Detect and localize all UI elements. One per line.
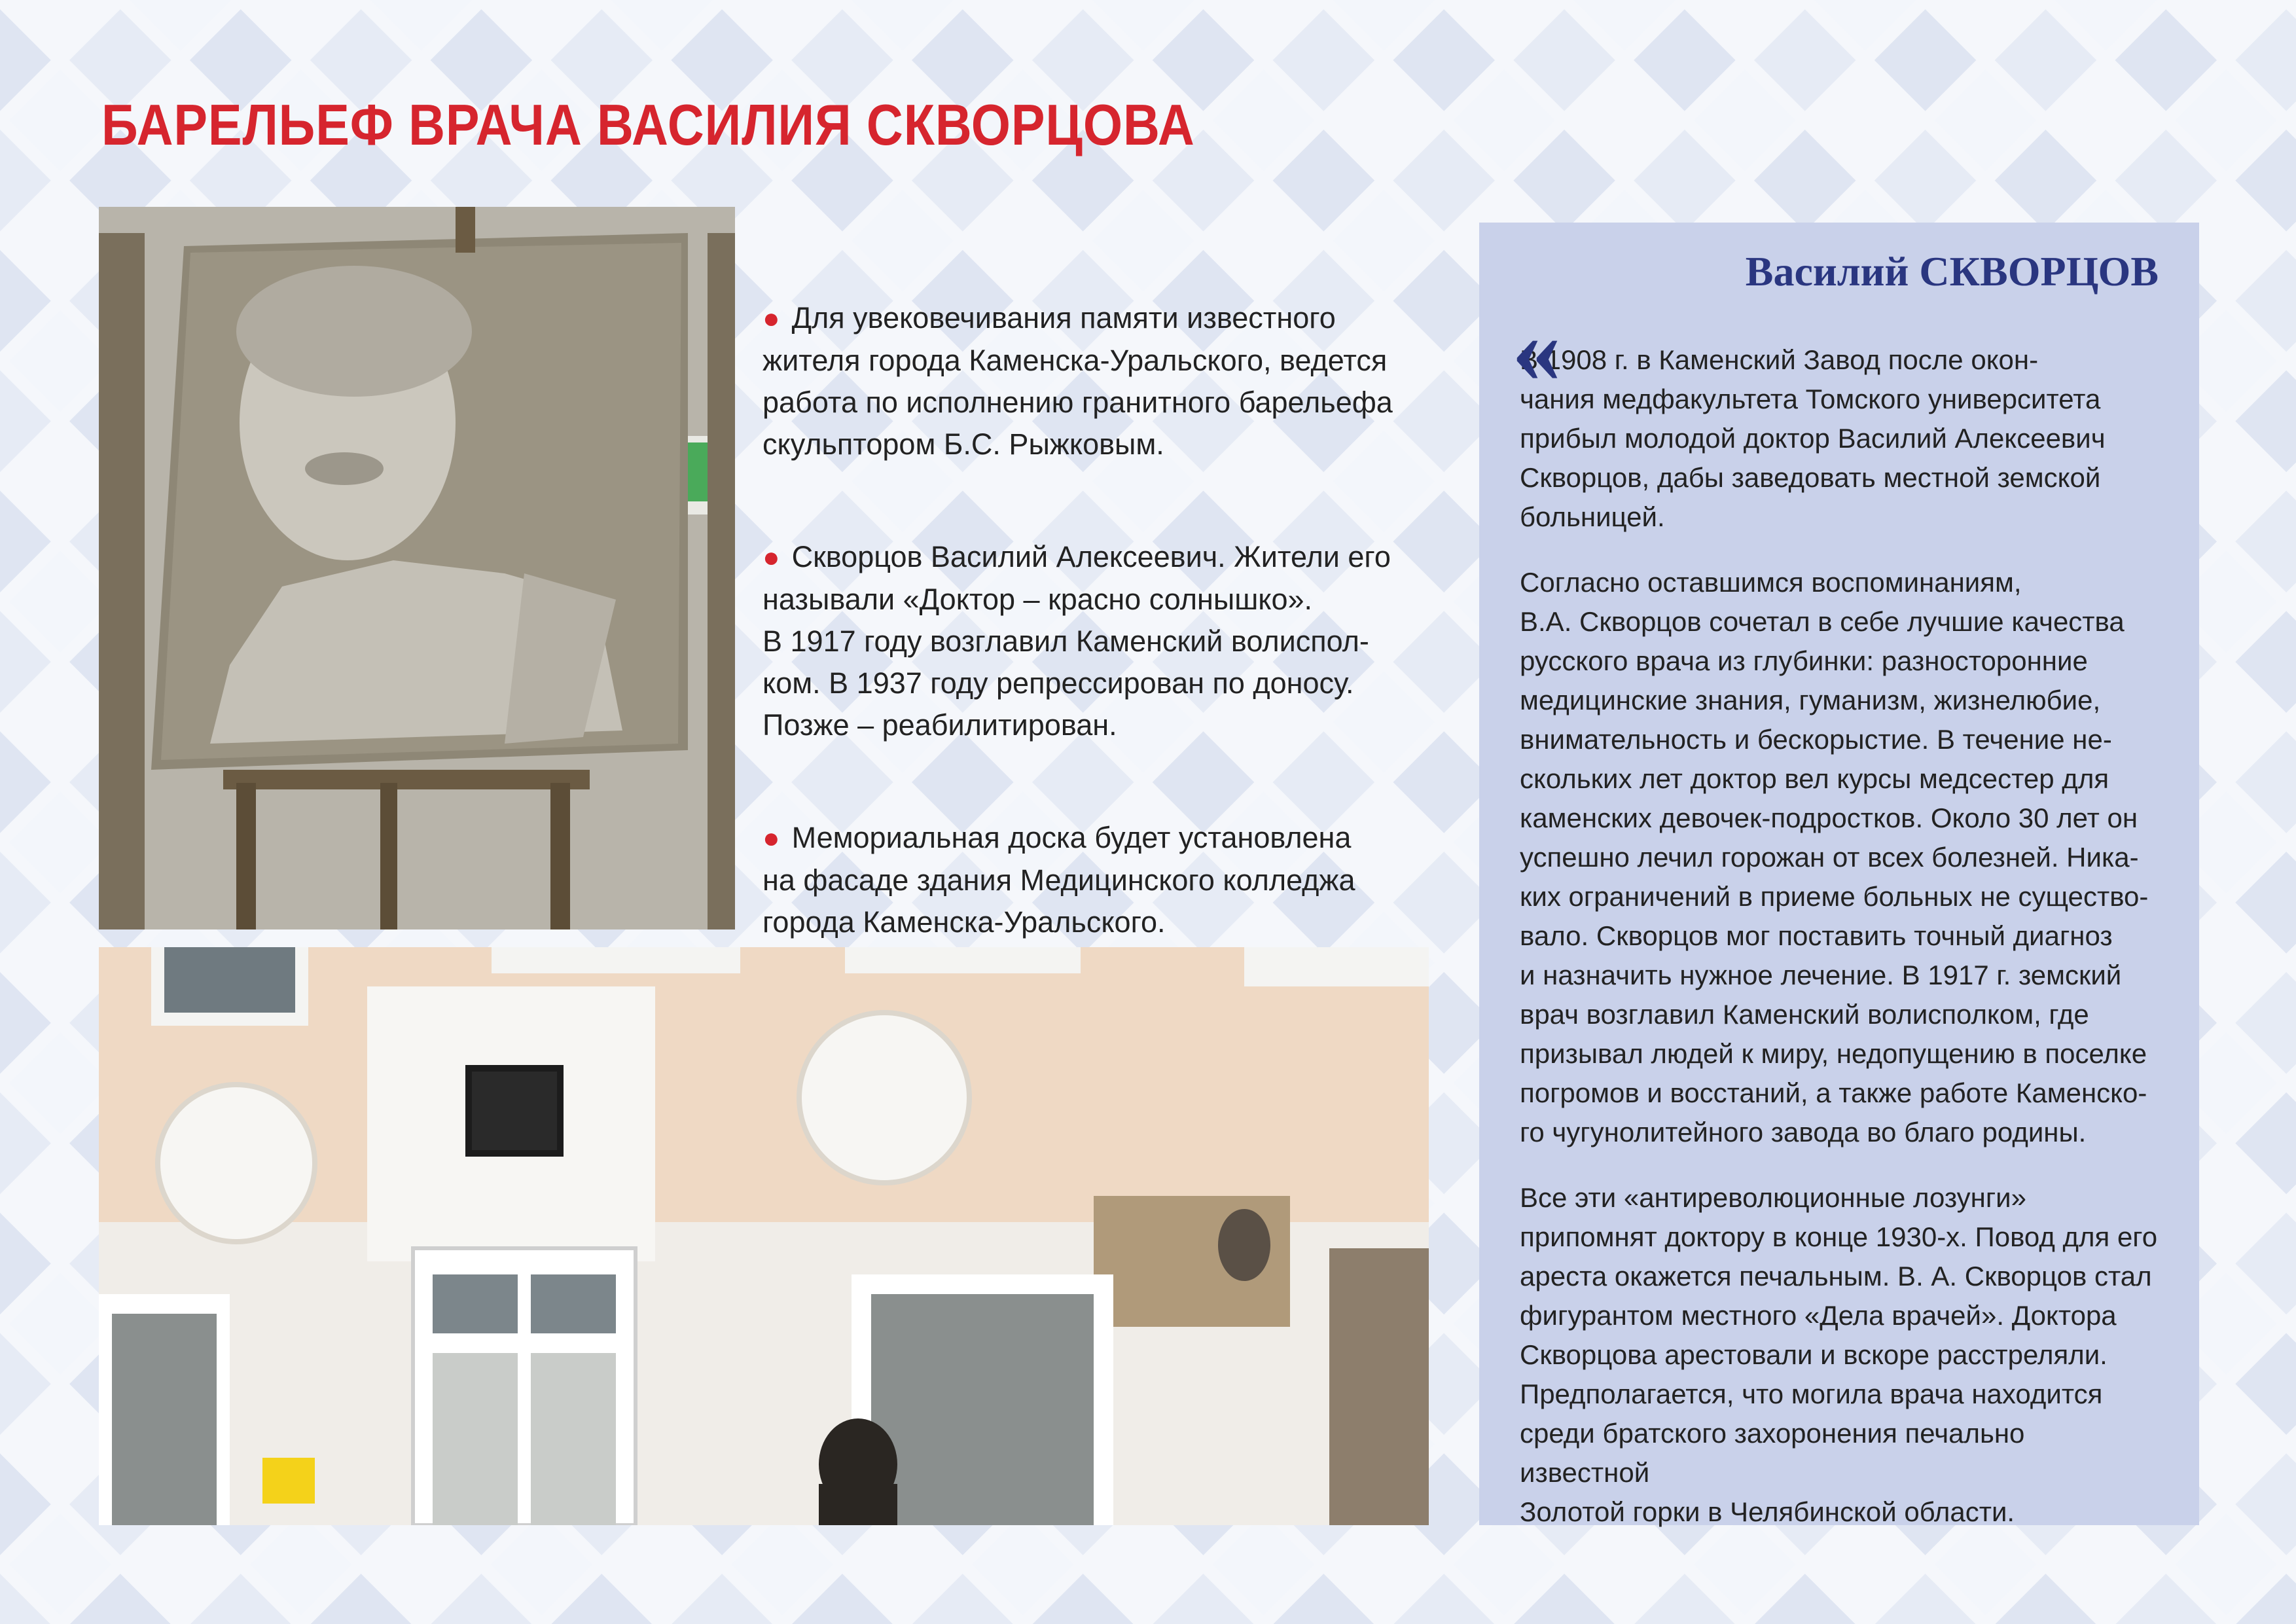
quote-mark-icon: « bbox=[1512, 295, 1561, 403]
bullet-text: Мемориальная доска будет установлена на фасаде здания Медицинского колледжа города Каменска-Уральского. bbox=[762, 821, 1355, 939]
bullet-item bbox=[762, 255, 1443, 465]
bullet-dot-icon: ● bbox=[762, 822, 780, 854]
bullet-list bbox=[762, 255, 1443, 972]
page-title: БАРЕЛЬЕФ ВРАЧА ВАСИЛИЯ СКВОРЦОВА bbox=[101, 92, 1195, 157]
bio-paragraph: Согласно оставшимся воспоминаниям, В.А. Скворцов сочетал в себе лучшие качества русского врача из глубинки: разносторонние медицинские знания, гуманизм, жизнелюбие, внимательность и бескорыстие. В течение не- скольких лет доктор вел курсы медсестер для каменских девочек-подростков. Около 30 лет он успешно лечил горожан от всех болезней. Ника- ких ограничений в приеме больных не существо- вало. Скворцов мог поставить точный диагноз и назначить нужное лечение. В 1917 г. земский врач возглавил Каменский волисполком, где призывал людей к миру, недопущению в поселке погромов и восстаний, а также работе Каменско- го чугунолитейного завода во благо родины. bbox=[1520, 567, 2149, 1147]
bio-name: Василий СКВОРЦОВ bbox=[1745, 248, 2159, 295]
bullet-item bbox=[762, 775, 1443, 943]
bullet-dot-icon: ● bbox=[762, 302, 780, 334]
bio-paragraph: Все эти «антиреволюционные лозунги» припомнят доктору в конце 1930-х. Повод для его ареста окажется печальным. В. А. Скворцов стал фигурантом местного «Дела врачей». Доктора Скворцова арестовали и вскоре расстреляли. Предполагается, что могила врача находится среди братского захоронения печально известной Золотой горки в Челябинской области. bbox=[1520, 1182, 2158, 1527]
college-facade-photo bbox=[99, 947, 1429, 1525]
bas-relief-photo bbox=[99, 207, 735, 929]
bullet-text: Скворцов Василий Алексеевич. Жители его называли «Доктор – красно солнышко». В 1917 году возглавил Каменский волиспол- ком. В 1937 году репрессирован по доносу. Позже – реабилитирован. bbox=[762, 540, 1391, 742]
biography-box bbox=[1479, 223, 2199, 1525]
bio-paragraph: В 1908 г. в Каменский Завод после окон- чания медфакультета Томского университета прибыл молодой доктор Василий Алексеевич Скворцов, дабы заведовать местной земской больницей. bbox=[1520, 344, 2106, 532]
bullet-item bbox=[762, 494, 1443, 746]
bullet-dot-icon: ● bbox=[762, 541, 780, 573]
bio-text bbox=[1520, 340, 2159, 1532]
bullet-text: Для увековечивания памяти известного жителя города Каменска-Уральского, ведется работа по исполнению гранитного барельефа скульптором Б.С. Рыжковым. bbox=[762, 301, 1393, 461]
